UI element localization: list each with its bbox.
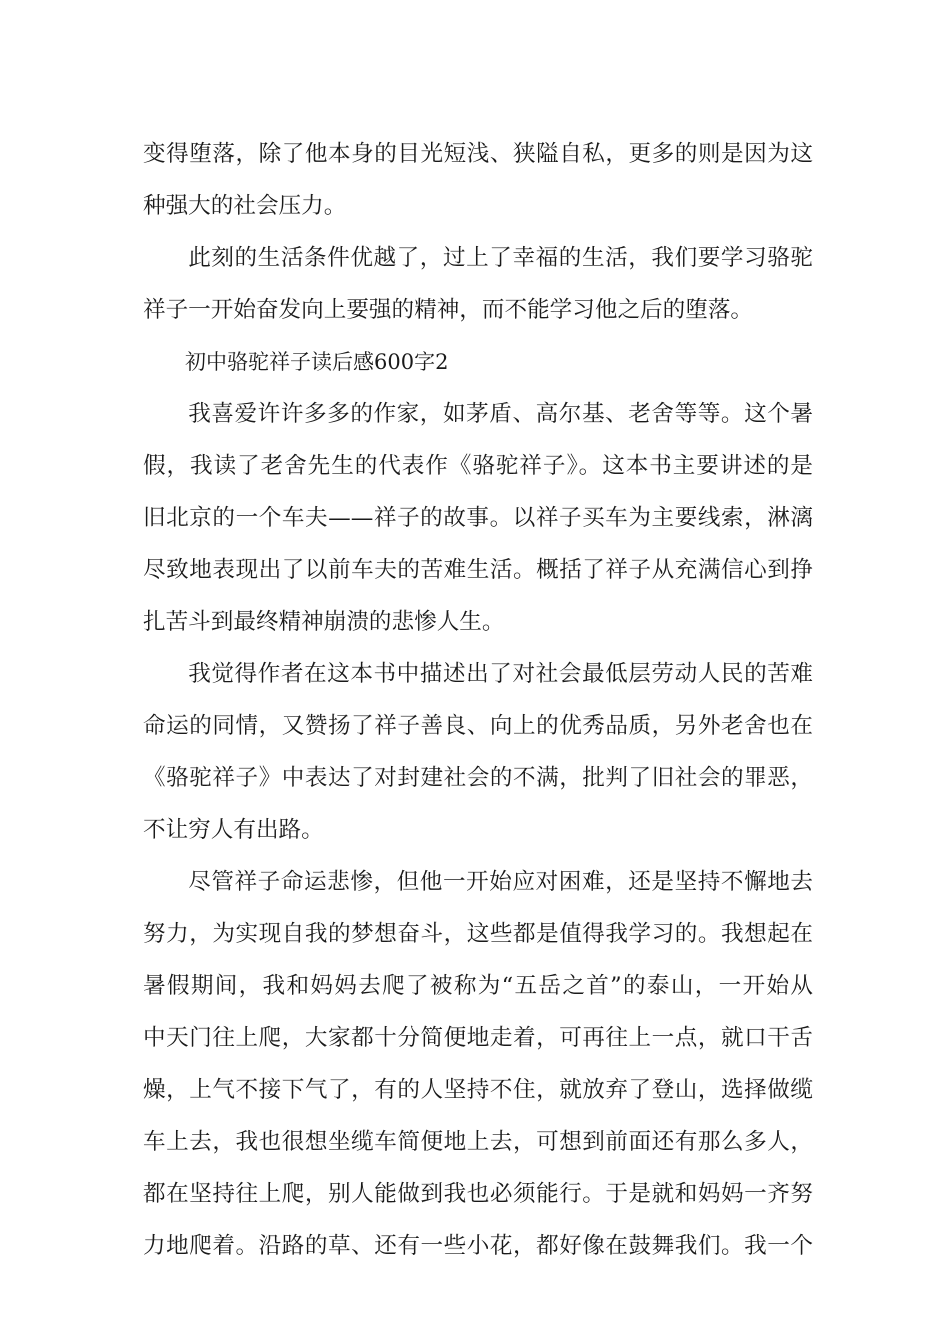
text-line: 不让穷人有出路。 <box>143 817 324 843</box>
text-line: 祥子一开始奋发向上要强的精神，而不能学习他之后的堕落。 <box>143 297 754 323</box>
text-line: 假，我读了老舍先生的代表作《骆驼祥子》。这本书主要讲述的是 <box>143 453 813 479</box>
text-line: 尽管祥子命运悲惨，但他一开始应对困难，还是坚持不懈地去 <box>188 869 813 895</box>
text-line: 变得堕落，除了他本身的目光短浅、狭隘自私，更多的则是因为这 <box>143 141 813 167</box>
text-line: 暑假期间，我和妈妈去爬了被称为“五岳之首”的泰山，一开始从 <box>143 973 813 999</box>
text-line: 扎苦斗到最终精神崩溃的悲惨人生。 <box>143 609 505 635</box>
text-line: 车上去，我也很想坐缆车简便地上去，可想到前面还有那么多人， <box>143 1129 813 1155</box>
paragraph <box>143 648 813 856</box>
text-line: 此刻的生活条件优越了，过上了幸福的生活，我们要学习骆驼 <box>188 245 813 271</box>
paragraph <box>143 856 813 1272</box>
text-line: 我觉得作者在这本书中描述出了对社会最低层劳动人民的苦难 <box>188 661 813 687</box>
text-line: 《骆驼祥子》中表达了对封建社会的不满，批判了旧社会的罪恶， <box>143 765 813 791</box>
document-text <box>143 128 813 1272</box>
paragraph-continuation <box>143 128 813 232</box>
text-line: 努力，为实现自我的梦想奋斗，这些都是值得我学习的。我想起在 <box>143 921 813 947</box>
text-line: 尽致地表现出了以前车夫的苦难生活。概括了祥子从充满信心到挣 <box>143 557 813 583</box>
paragraph <box>143 388 813 648</box>
text-line: 力地爬着。沿路的草、还有一些小花，都好像在鼓舞我们。我一个 <box>143 1233 813 1259</box>
text-line: 都在坚持往上爬，别人能做到我也必须能行。于是就和妈妈一齐努 <box>143 1181 813 1207</box>
paragraph <box>143 232 813 336</box>
section-subtitle <box>143 336 813 388</box>
text-line: 我喜爱许许多多的作家，如茅盾、高尔基、老舍等等。这个暑 <box>188 401 813 427</box>
text-line: 种强大的社会压力。 <box>143 193 347 219</box>
text-line: 旧北京的一个车夫——祥子的故事。以祥子买车为主要线索，淋漓 <box>143 505 813 531</box>
text-line: 中天门往上爬，大家都十分简便地走着，可再往上一点，就口干舌 <box>143 1025 813 1051</box>
text-line: 命运的同情，又赞扬了祥子善良、向上的优秀品质，另外老舍也在 <box>143 713 813 739</box>
text-line: 燥，上气不接下气了，有的人坚持不住，就放弃了登山，选择做缆 <box>143 1077 813 1103</box>
subtitle-text: 初中骆驼祥子读后感600字2 <box>185 350 449 374</box>
